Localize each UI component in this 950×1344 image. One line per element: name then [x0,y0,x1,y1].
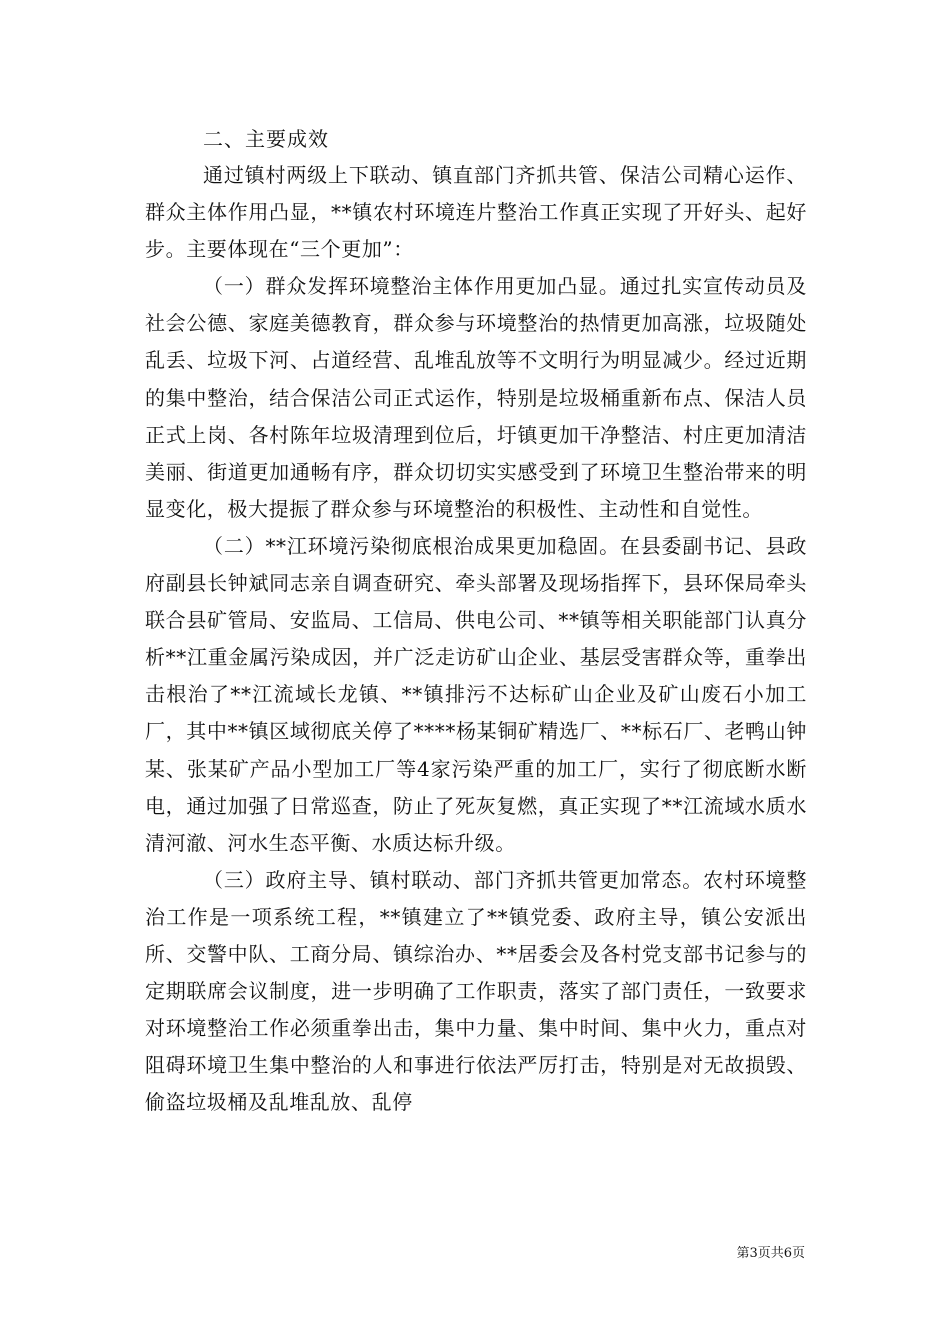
paragraph-point-3: （三）政府主导、镇村联动、部门齐抓共管更加常态。农村环境整治工作是一项系统工程，**镇建立了**镇党委、政府主导，镇公安派出所、交警中队、工商分局、镇综治办、**居委会及各村党支部书记参与的定期联席会议制度，进一步明确了工作职责，落实了部门责任，一致要求对环境整治工作必须重拳出击，集中力量、集中时间、集中火力，重点对阻碍环境卫生集中整治的人和事进行依法严厉打击，特别是对无故损毁、偷盗垃圾桶及乱堆乱放、乱停 [145,867,807,1115]
paragraph-point-1: （一）群众发挥环境整治主体作用更加凸显。通过扎实宣传动员及社会公德、家庭美德教育，群众参与环境整治的热情更加高涨，垃圾随处乱丢、垃圾下河、占道经营、乱堆乱放等不文明行为明显减少。经过近期的集中整治，结合保洁公司正式运作，特别是垃圾桶重新布点、保洁人员正式上岗、各村陈年垃圾清理到位后，圩镇更加干净整洁、村庄更加清洁美丽、街道更加通畅有序，群众切切实实感受到了环境卫生整治带来的明显变化，极大提振了群众参与环境整治的积极性、主动性和自觉性。 [145,274,807,521]
document-body [145,157,807,1121]
page-number: 第3页共6页 [736,1246,805,1261]
paragraph-intro: 通过镇村两级上下联动、镇直部门齐抓共管、保洁公司精心运作、群众主体作用凸显，**镇农村环境连片整治工作真正实现了开好头、起好步。主要体现在“三个更加”： [145,163,807,262]
paragraph-point-2: （二）**江环境污染彻底根治成果更加稳固。在县委副书记、县政府副县长钟斌同志亲自调查研究、牵头部署及现场指挥下，县环保局牵头联合县矿管局、安监局、工信局、供电公司、**镇等相关职能部门认真分析**江重金属污染成因，并广泛走访矿山企业、基层受害群众等，重拳出击根治了**江流域长龙镇、**镇排污不达标矿山企业及矿山废石小加工厂，其中**镇区域彻底关停了****杨某铜矿精选厂、**标石厂、老鸭山钟某、张某矿产品小型加工厂等4家污染严重的加工厂，实行了彻底断水断电，通过加强了日常巡查，防止了死灰复燃，真正实现了**江流域水质水清河澈、河水生态平衡、水质达标升级。 [145,533,807,855]
section-heading: 二、主要成效 [203,127,329,151]
